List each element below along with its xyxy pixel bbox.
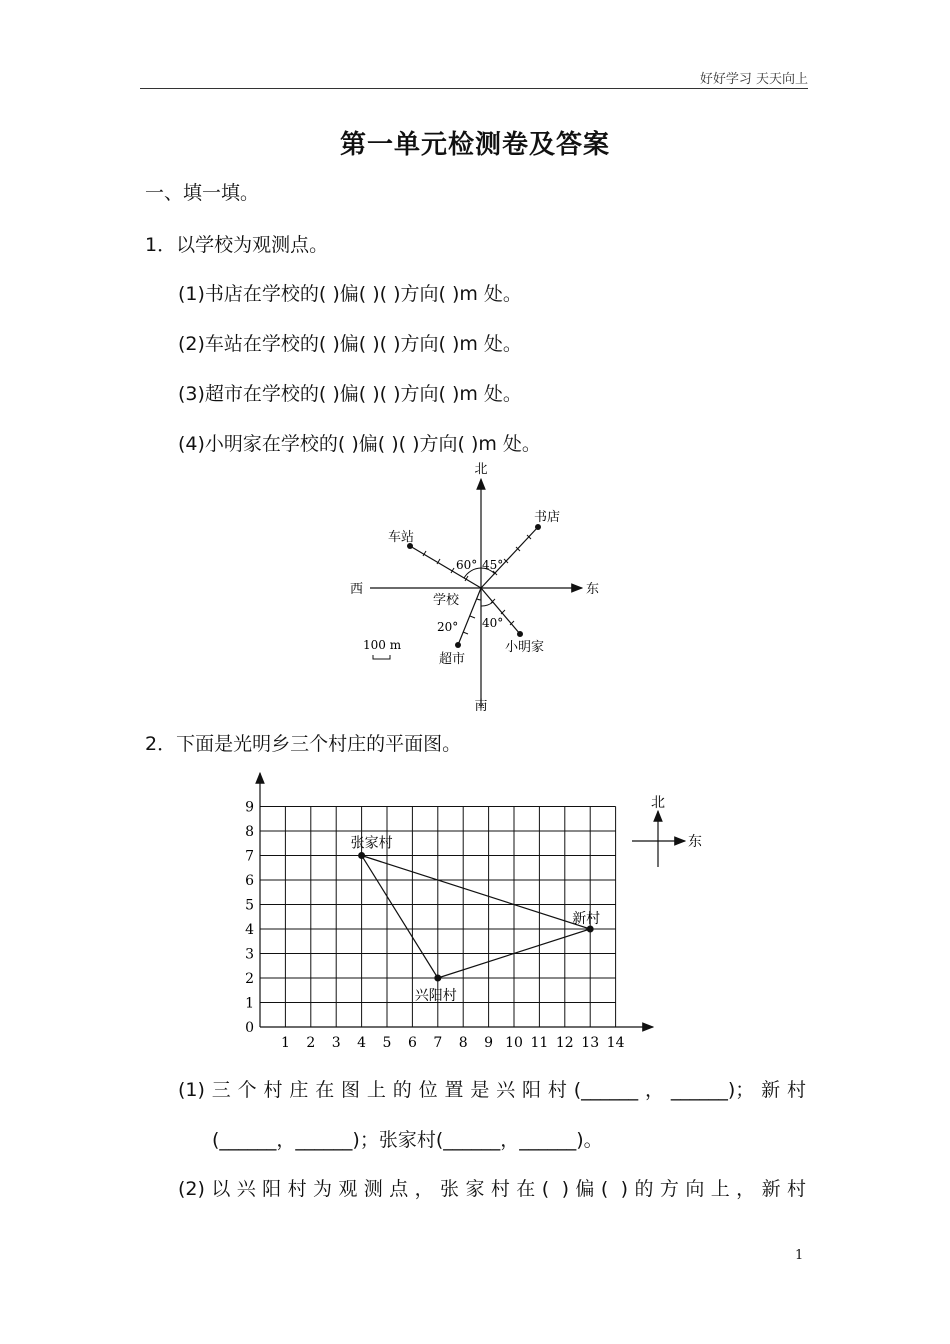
- x-tick-label: 3: [331, 1035, 341, 1051]
- scale-label: 100 m: [363, 638, 402, 652]
- question-1-item-2: (2)车站在学校的( )偏( )( )方向( )m 处。: [178, 333, 522, 355]
- page-header: [140, 60, 808, 89]
- question-1-item-1: (1)书店在学校的( )偏( )( )方向( )m 处。: [178, 283, 522, 305]
- question-2-stem: 2．下面是光明乡三个村庄的平面图。: [145, 733, 462, 755]
- angle-45-label: 45°: [482, 558, 504, 572]
- question-2-sub1-line1: (1)三个村庄在图上的位置是兴阳村(______，______)；新村: [178, 1079, 806, 1101]
- xiaoming-label: 小明家: [505, 640, 545, 655]
- x-tick-label: 4: [357, 1035, 367, 1051]
- x-tick-label: 9: [484, 1035, 494, 1051]
- x-tick-label: 11: [530, 1035, 549, 1051]
- y-tick-label: 0: [245, 1020, 254, 1036]
- south-label: 南: [474, 699, 488, 714]
- header-motto: 好好学习 天天向上: [699, 72, 808, 87]
- supermarket-ray: [458, 588, 481, 645]
- section-heading: 一、填一填。: [145, 182, 260, 204]
- x-tick-label: 1: [280, 1035, 290, 1051]
- angle-60-label: 60°: [456, 558, 478, 572]
- y-tick-label: 5: [245, 897, 254, 914]
- x-tick-label: 13: [581, 1035, 600, 1051]
- y-tick-label: 2: [245, 971, 254, 987]
- x-tick-label: 14: [606, 1035, 625, 1051]
- y-tick-label: 9: [245, 799, 254, 816]
- village-point: [434, 975, 441, 982]
- north-label: 北: [474, 462, 488, 477]
- grid-map-figure: [235, 765, 715, 1055]
- x-tick-label: 5: [382, 1035, 392, 1051]
- village-label: 兴阳村: [414, 988, 457, 1004]
- question-1-item-4: (4)小明家在学校的( )偏( )( )方向( )m 处。: [178, 433, 541, 455]
- xiaoming-point: [517, 631, 523, 637]
- compass-north-label: 北: [651, 795, 665, 811]
- village-triangle: [362, 856, 591, 979]
- angle-40-label: 40°: [482, 616, 504, 630]
- origin-label: 学校: [433, 593, 460, 608]
- y-tick-label: 8: [245, 824, 254, 840]
- angle-20-label: 20°: [437, 620, 459, 634]
- station-label: 车站: [388, 530, 415, 545]
- y-tick-label: 3: [245, 946, 254, 963]
- east-label: 东: [586, 582, 600, 597]
- west-label: 西: [350, 582, 364, 597]
- question-1-item-3: (3)超市在学校的( )偏( )( )方向( )m 处。: [178, 383, 522, 405]
- village-label: 新村: [572, 911, 601, 927]
- x-tick-label: 8: [458, 1035, 468, 1051]
- x-tick-label: 2: [306, 1035, 316, 1051]
- question-2-sub2-line1: (2)以兴阳村为观测点，张家村在( )偏( )的方向上，新村: [178, 1178, 806, 1200]
- village-point: [358, 852, 365, 859]
- supermarket-point: [455, 642, 461, 648]
- page-number: 1: [795, 1248, 804, 1263]
- scale-bar: [373, 655, 390, 659]
- y-tick-label: 1: [245, 995, 254, 1012]
- y-tick-label: 6: [245, 873, 254, 889]
- x-tick-label: 10: [505, 1035, 523, 1051]
- y-tick-label: 4: [245, 922, 254, 938]
- supermarket-label: 超市: [439, 652, 466, 667]
- x-tick-label: 7: [433, 1035, 443, 1051]
- x-tick-label: 12: [555, 1035, 574, 1051]
- bookstore-label: 书店: [534, 510, 561, 525]
- question-2-sub1-line2: (______，______)；张家村(______，______)。: [212, 1129, 603, 1151]
- compass-east-label: 东: [688, 834, 702, 850]
- compass-figure: [340, 455, 620, 720]
- document-title: 第一单元检测卷及答案: [339, 130, 610, 160]
- question-1-stem: 1．以学校为观测点。: [145, 234, 329, 256]
- y-tick-label: 7: [245, 848, 254, 865]
- village-label: 张家村: [350, 835, 393, 852]
- x-tick-label: 6: [407, 1035, 417, 1051]
